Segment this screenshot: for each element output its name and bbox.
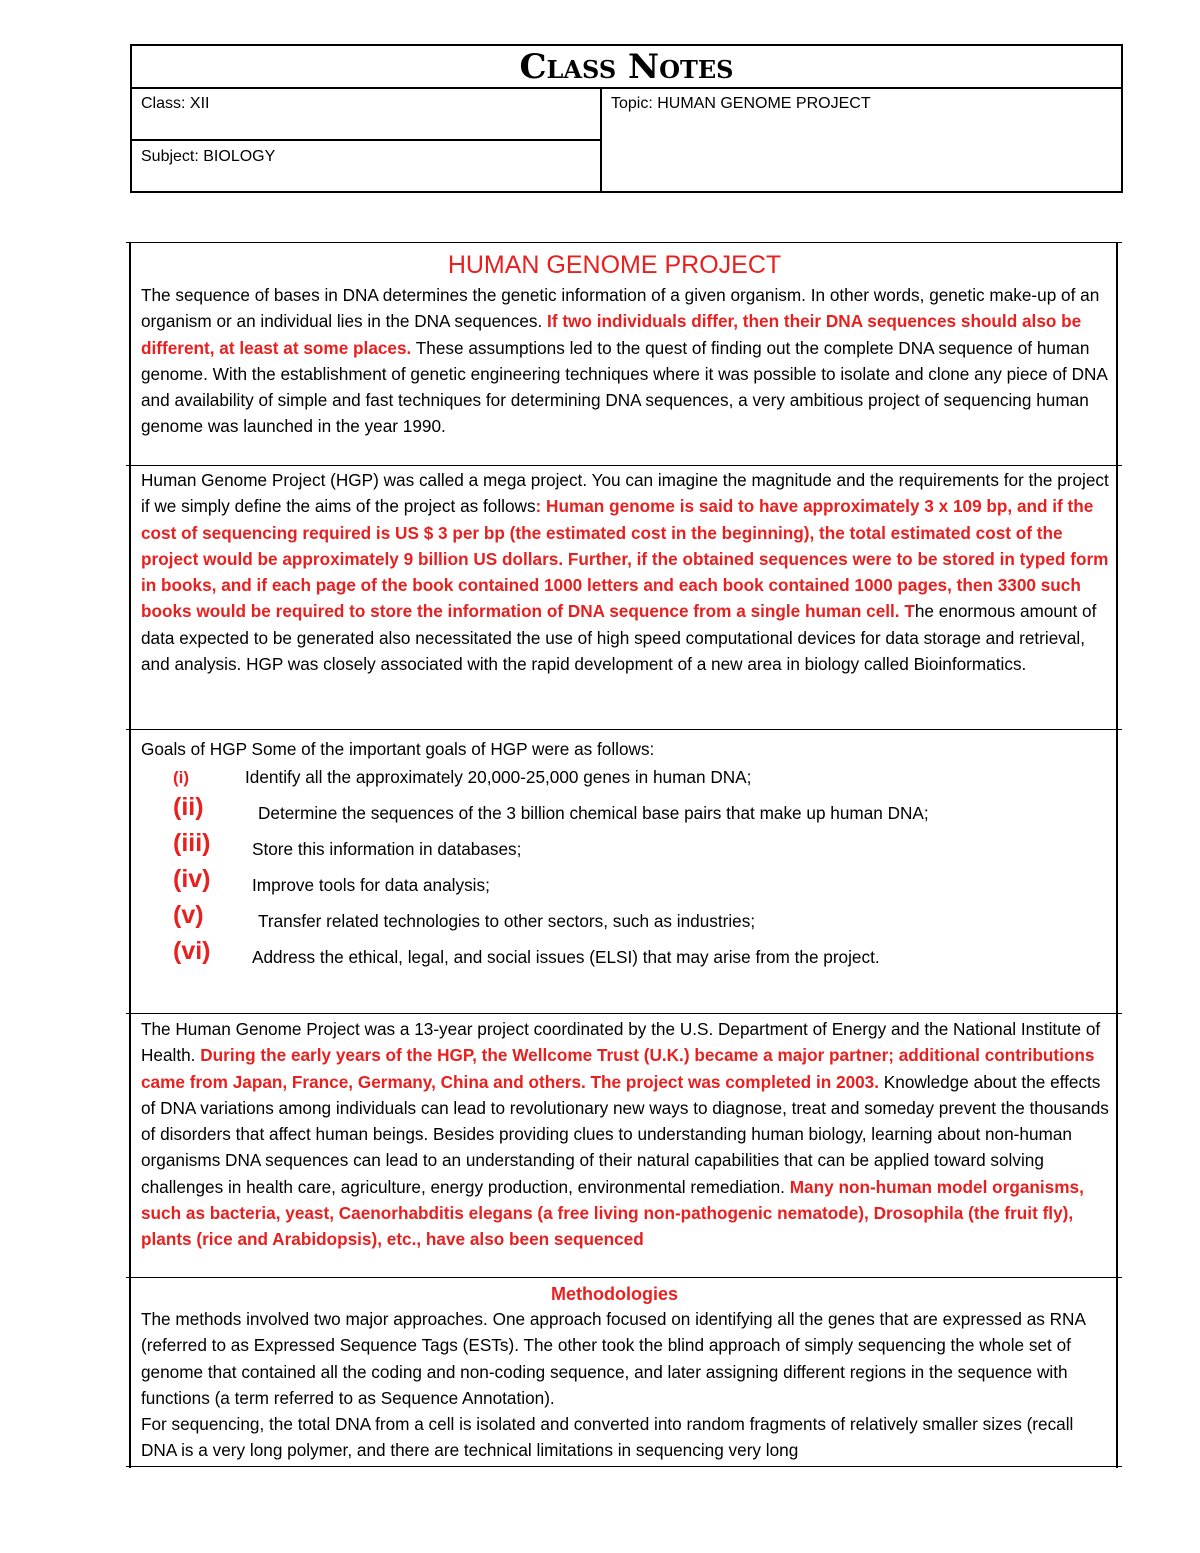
- paragraph-text: For sequencing, the total DNA from a cell is isolated and converted into random fragments of relatively smaller sizes (recall DNA is a very long polymer, and there are technical limitations in sequencing very long: [141, 1414, 1074, 1461]
- section-intro: [141, 248, 1110, 440]
- paragraph-text: These assumptions led to the quest of finding out the complete DNA sequence of human genome. With the establishment of genetic engineering techniques where it was possible to isolate and clone any piece of DNA and availability of simple and fast techniques for determining DNA sequences, a very ambitious project of sequencing human genome was launched in the year 1990.: [141, 337, 1107, 437]
- section-title: Methodologies: [551, 1284, 678, 1304]
- highlighted-text: During the early years of the HGP, the Wellcome Trust (U.K.) became a major partner; additional contributions came from Japan, France, Germany, China and others. The project was completed in 2003.: [141, 1045, 1095, 1092]
- goal-text: Determine the sequences of the 3 billion chemical base pairs that make up human DNA;: [258, 803, 929, 824]
- paragraph-text: Knowledge about the effects of DNA variations among individuals can lead to revolutionary new ways to diagnose, treat and someday prevent the thousands of disorders that affect human beings. Besides providing clues to understanding human biology, learning about non-human organisms DNA sequences can lead to an understanding of their natural capabilities that can be applied toward solving challenges in health care, agriculture, energy production, environmental remediation.: [141, 1071, 1109, 1197]
- section-mega-project: [141, 467, 1110, 677]
- subject-label: Subject: BIOLOGY: [141, 148, 276, 165]
- list-item: [141, 762, 1110, 794]
- list-item: [141, 902, 1110, 938]
- section-title: HUMAN GENOME PROJECT: [447, 251, 782, 279]
- page-title: Class Notes: [132, 46, 1121, 89]
- paragraph-text: Human Genome Project (HGP) was called a mega project. You can imagine the magnitude and the requirements for the project if we simply define the aims of the project as follows: [141, 470, 1109, 517]
- section-history: [141, 1016, 1110, 1253]
- goal-number: (i): [173, 768, 190, 788]
- highlighted-text: If two individuals differ, then their DNA sequences should also be different, at least at some places.: [141, 311, 1082, 358]
- row-divider: [126, 242, 1122, 243]
- list-item: [141, 938, 1110, 974]
- header-left-column: [132, 87, 602, 191]
- goal-number: (v): [173, 901, 204, 930]
- paragraph-text: The Human Genome Project was a 13-year project coordinated by the U.S. Department of Energy and the National Institute of Health.: [141, 1019, 1101, 1066]
- paragraph-text: The sequence of bases in DNA determines the genetic information of a given organism. In other words, genetic make-up of an organism or an individual lies in the DNA sequences.: [141, 285, 1100, 332]
- paragraph-text: he enormous amount of data expected to be generated also necessitated the use of high speed computational devices for data storage and retrieval, and analysis. HGP was closely associated with the rapid development of a new area in biology called Bioinformatics.: [141, 601, 1097, 675]
- goal-number: (vi): [173, 937, 211, 966]
- goals-intro: Goals of HGP Some of the important goals of HGP were as follows:: [141, 739, 655, 759]
- row-divider: [126, 1277, 1122, 1278]
- goal-text: Address the ethical, legal, and social issues (ELSI) that may arise from the project.: [252, 947, 880, 968]
- row-divider: [126, 465, 1122, 466]
- goal-text: Identify all the approximately 20,000-25,000 genes in human DNA;: [245, 767, 752, 788]
- row-divider: [126, 1466, 1122, 1467]
- section-methodologies: [141, 1282, 1110, 1464]
- section-goals: [141, 736, 1110, 974]
- list-item: [141, 830, 1110, 866]
- goal-text: Transfer related technologies to other sectors, such as industries;: [258, 911, 756, 932]
- header-divider: [132, 139, 600, 141]
- list-item: [141, 794, 1110, 830]
- topic-label: Topic: HUMAN GENOME PROJECT: [611, 95, 871, 112]
- goal-text: Store this information in databases;: [252, 839, 522, 860]
- paragraph-text: The methods involved two major approaches. One approach focused on identifying all the genes that are expressed as RNA (referred to as Expressed Sequence Tags (ESTs). The other took the blind approach of simply sequencing the whole set of genome that contained all the coding and non-coding sequence, and later assigning different regions in the sequence with functions (a term referred to as Sequence Annotation).: [141, 1309, 1085, 1408]
- goal-number: (iv): [173, 865, 211, 894]
- goal-number: (iii): [173, 829, 211, 858]
- goal-number: (ii): [173, 793, 204, 822]
- notes-table: [130, 242, 1118, 1468]
- list-item: [141, 866, 1110, 902]
- header-table: [130, 44, 1123, 193]
- class-label: Class: XII: [141, 95, 210, 112]
- highlighted-text: Many non-human model organisms, such as bacteria, yeast, Caenorhabditis elegans (a free living non-pathogenic nematode), Drosophila (the fruit fly), plants (rice and Arabidopsis), etc., have also been sequenced: [141, 1176, 1084, 1250]
- highlighted-text: : Human genome is said to have approximately 3 x 109 bp, and if the cost of sequencing required is US $ 3 per bp (the estimated cost in the beginning), the total estimated cost of the project would be approximately 9 billion US dollars. Further, if the obtained sequences were to be stored in typed form in books, and if each page of the book contained 1000 letters and each book contained 1000 pages, then 3300 such books would be required to store the information of DNA sequence from a single human cell. T: [141, 496, 1109, 622]
- row-divider: [126, 729, 1122, 730]
- goal-text: Improve tools for data analysis;: [252, 875, 490, 896]
- row-divider: [126, 1013, 1122, 1014]
- table-right-border: [1116, 242, 1118, 1468]
